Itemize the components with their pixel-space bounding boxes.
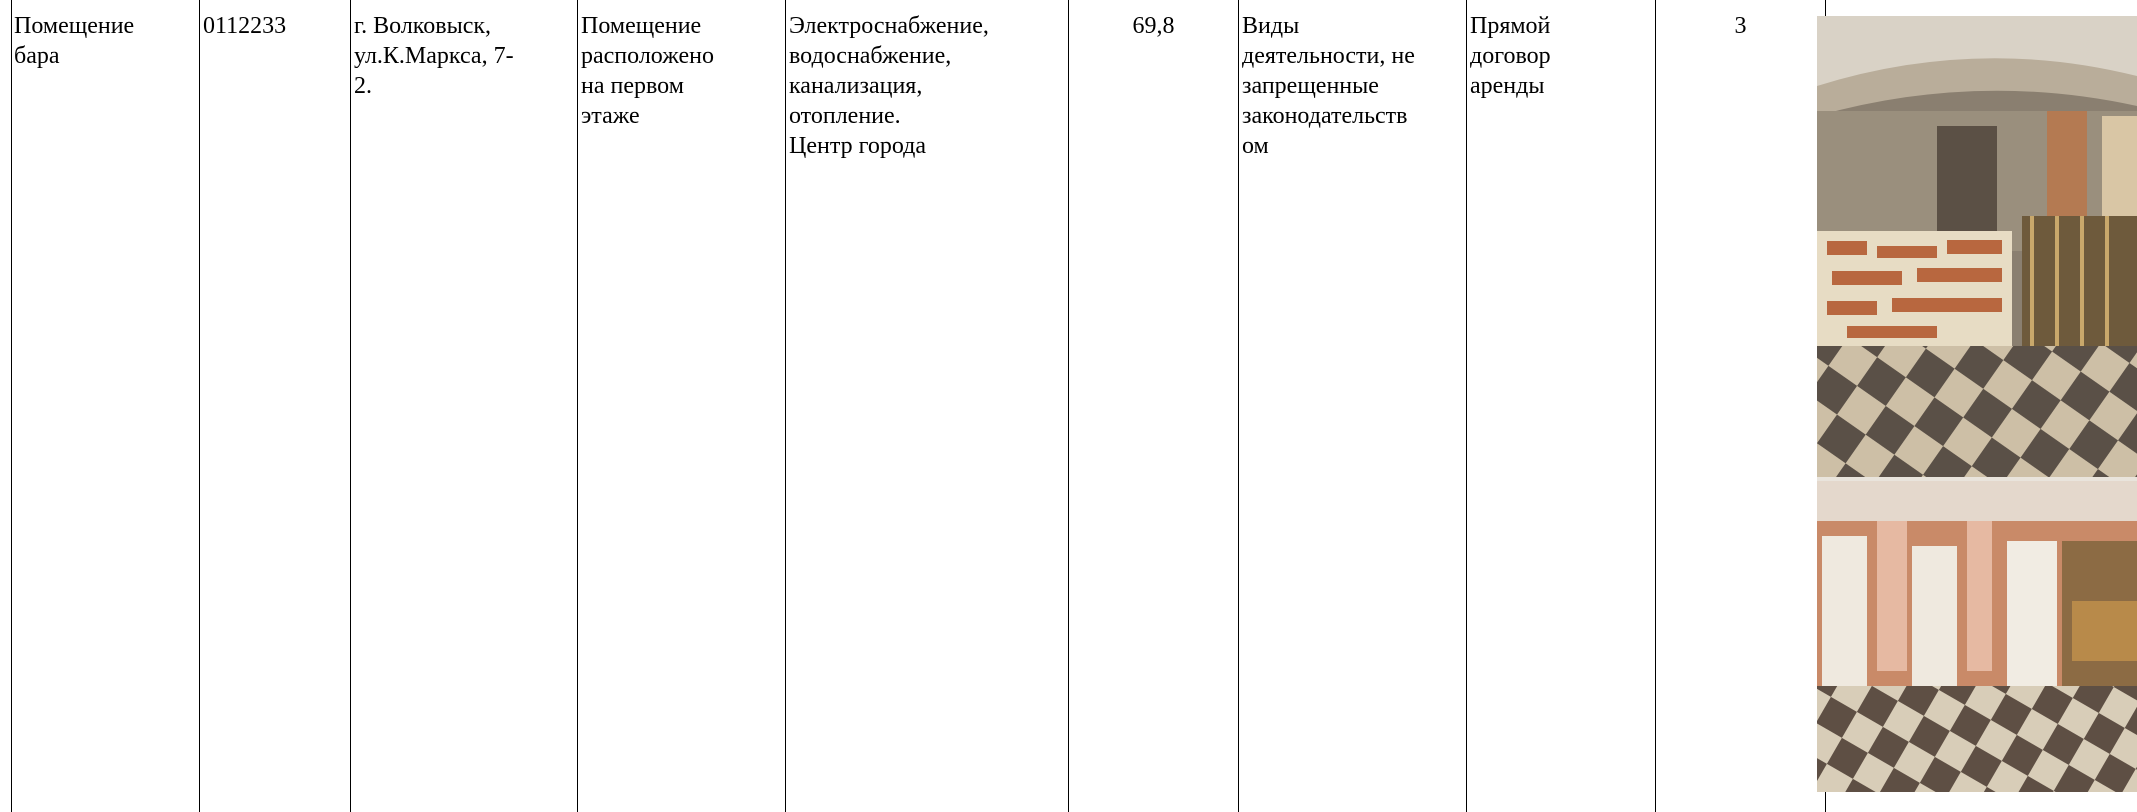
cell-lease-type: Прямой договор аренды — [1470, 13, 1551, 99]
photo-entrance-hall — [1817, 481, 2137, 792]
cell-address: г. Волковыск, ул.К.Маркса, 7- 2. — [354, 13, 514, 99]
column-separator — [1068, 0, 1069, 812]
column-separator — [11, 0, 12, 812]
column-separator — [577, 0, 578, 812]
column-separator — [785, 0, 786, 812]
cell-lease-term: 3 — [1734, 13, 1747, 39]
photo-bar-counter — [1817, 16, 2137, 477]
premises-photos — [1817, 16, 2137, 792]
cell-premises-name: Помещение бара — [14, 13, 135, 69]
cell-utilities: Электроснабжение, водоснабжение, канализация, отопление. Центр города — [789, 13, 989, 159]
column-separator — [1466, 0, 1467, 812]
cell-area: 69,8 — [1132, 13, 1175, 39]
column-separator — [1655, 0, 1656, 812]
cell-inventory-number: 0112233 — [203, 13, 287, 39]
column-separator — [350, 0, 351, 812]
cell-permitted-activity: Виды деятельности, не запрещенные законодательств ом — [1242, 13, 1415, 159]
column-separator — [1238, 0, 1239, 812]
cell-location: Помещение расположено на первом этаже — [581, 13, 714, 129]
column-separator — [199, 0, 200, 812]
